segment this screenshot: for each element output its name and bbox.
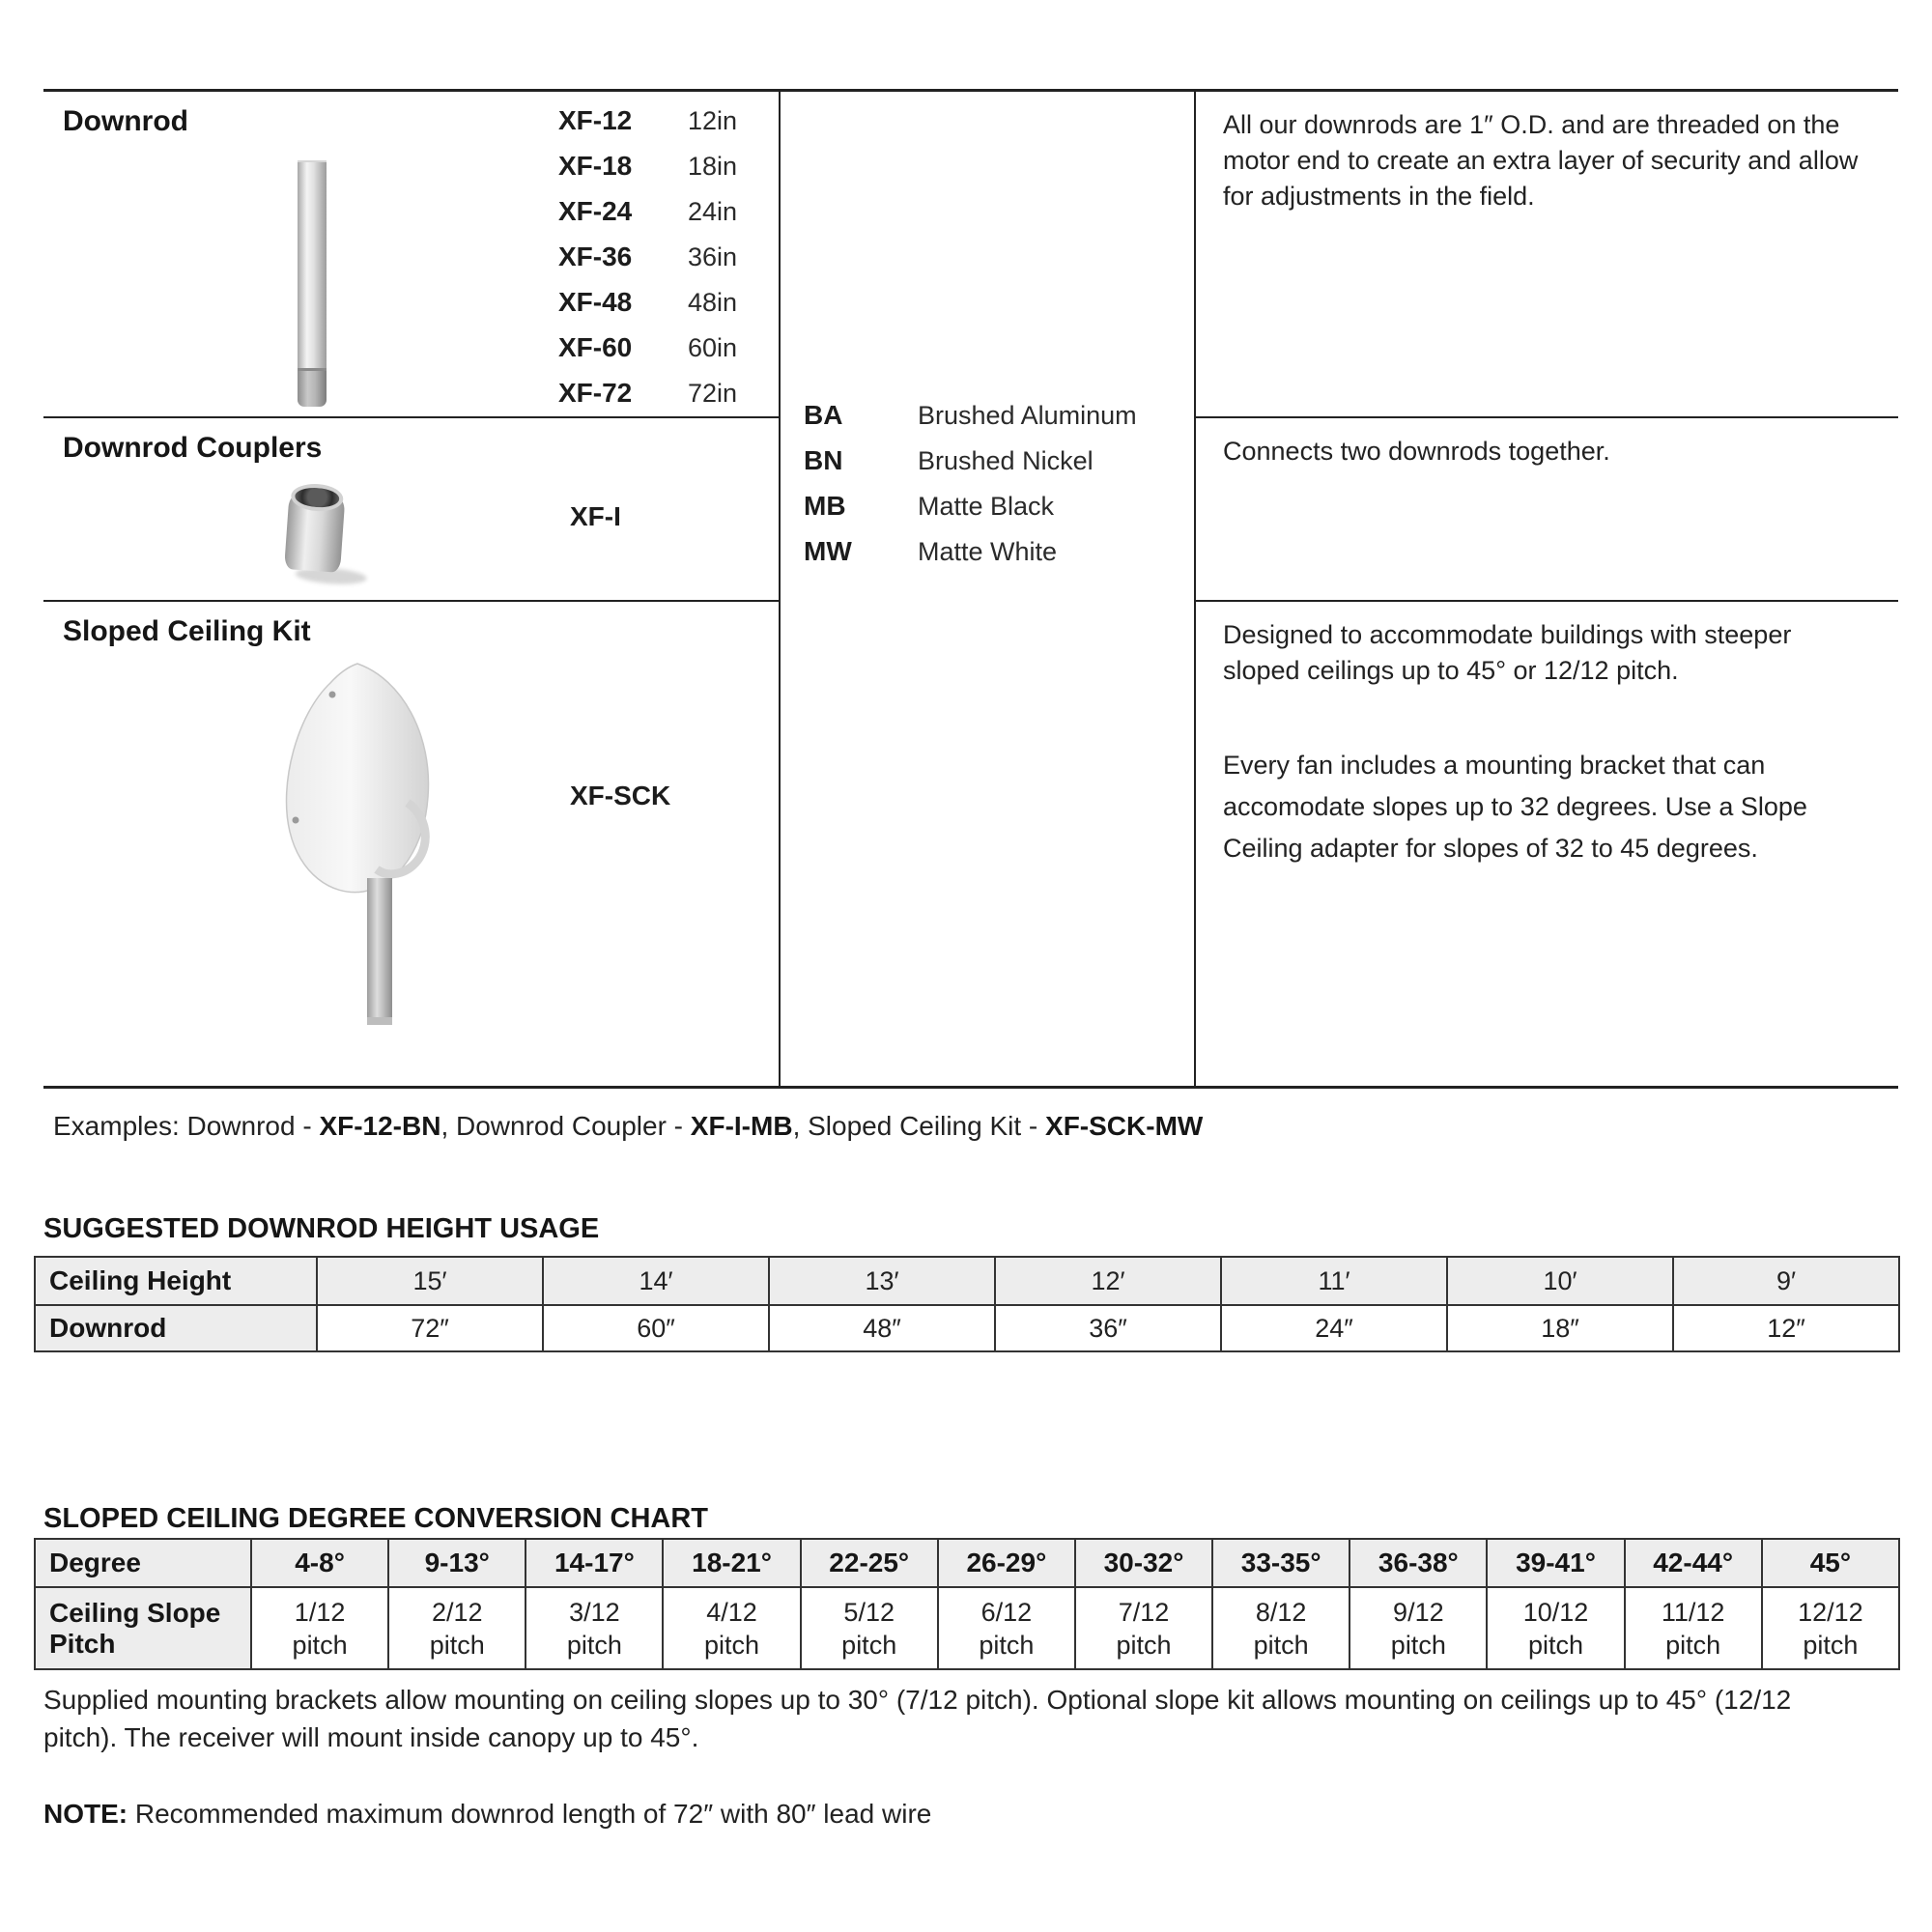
- downrod-model-list: [558, 104, 737, 410]
- note-text: Recommended maximum downrod length of 72″ with 80″ lead wire: [134, 1799, 932, 1829]
- header-cell: 9′: [1673, 1257, 1899, 1305]
- header-cell: Ceiling Height: [35, 1257, 317, 1305]
- pitch-fraction: 10/12: [1522, 1597, 1589, 1627]
- value-cell: 60″: [543, 1305, 769, 1351]
- pitch-cell: [801, 1587, 938, 1669]
- sloped-ceiling-kit-description-1: Designed to accommodate buildings with steeper sloped ceilings up to 45° or 12/12 pitch.: [1223, 620, 1792, 685]
- height-table-title: SUGGESTED DOWNROD HEIGHT USAGE: [43, 1213, 600, 1244]
- pitch-cell: [663, 1587, 800, 1669]
- pitch-word: pitch: [1253, 1630, 1309, 1660]
- pitch-cell: [1487, 1587, 1624, 1669]
- value-cell: 24″: [1221, 1305, 1447, 1351]
- degree-table-data-row: [35, 1587, 1899, 1669]
- pitch-cell: [251, 1587, 388, 1669]
- value-cell: 36″: [995, 1305, 1221, 1351]
- pitch-word: pitch: [292, 1630, 348, 1660]
- header-cell: 10′: [1447, 1257, 1673, 1305]
- header-cell: 14-17°: [526, 1539, 663, 1587]
- height-table-header-row: [35, 1257, 1899, 1305]
- model-code: XF-60: [558, 332, 633, 362]
- header-cell: Degree: [35, 1539, 251, 1587]
- pitch-cell: [1625, 1587, 1762, 1669]
- downrod-description: All our downrods are 1″ O.D. and are threaded on the motor end to create an extra layer of security and allow for adjustments in the field.: [1223, 110, 1859, 211]
- pitch-fraction: 5/12: [843, 1597, 895, 1627]
- pitch-fraction: 11/12: [1661, 1597, 1725, 1627]
- downrod-image-threaded-tip: [298, 368, 327, 407]
- header-cell: 15′: [317, 1257, 543, 1305]
- pitch-cell: [388, 1587, 526, 1669]
- pitch-fraction: 12/12: [1798, 1597, 1863, 1627]
- pitch-fraction: 6/12: [980, 1597, 1033, 1627]
- sloped-ceiling-kit-description-cell: [1196, 602, 1898, 1086]
- pitch-word: pitch: [566, 1630, 622, 1660]
- finish-code: BN: [804, 445, 843, 475]
- height-table: [34, 1256, 1900, 1352]
- header-cell: 26-29°: [938, 1539, 1075, 1587]
- pitch-fraction: 7/12: [1118, 1597, 1170, 1627]
- header-cell: 33-35°: [1212, 1539, 1350, 1587]
- pitch-fraction: 8/12: [1255, 1597, 1307, 1627]
- coupler-description: Connects two downrods together.: [1223, 437, 1610, 466]
- finish-name: Brushed Nickel: [918, 446, 1094, 475]
- header-cell: 42-44°: [1625, 1539, 1762, 1587]
- coupler-model-code: XF-I: [570, 501, 621, 531]
- header-cell: 36-38°: [1350, 1539, 1487, 1587]
- pitch-cell: [1762, 1587, 1899, 1669]
- sloped-ceiling-kit-section-title: Sloped Ceiling Kit: [63, 615, 311, 647]
- pitch-word: pitch: [841, 1630, 897, 1660]
- header-cell: 11′: [1221, 1257, 1447, 1305]
- downrod-image: [298, 160, 327, 407]
- pitch-fraction: 3/12: [569, 1597, 620, 1627]
- header-cell: 39-41°: [1487, 1539, 1624, 1587]
- sloped-ceiling-kit-image: [261, 658, 464, 1035]
- model-size: 48in: [688, 288, 738, 317]
- header-cell: 30-32°: [1075, 1539, 1212, 1587]
- ordering-examples-line: [53, 1111, 1203, 1142]
- model-size: 12in: [688, 106, 738, 135]
- model-code: XF-48: [558, 287, 633, 317]
- value-cell: 48″: [769, 1305, 995, 1351]
- pitch-word: pitch: [1527, 1630, 1583, 1660]
- examples-separator: , Sloped Ceiling Kit -: [792, 1111, 1046, 1141]
- product-spec-table: [43, 89, 1898, 1089]
- coupler-section-title: Downrod Couplers: [63, 432, 323, 464]
- model-size: 24in: [688, 197, 738, 226]
- degree-chart-title: SLOPED CEILING DEGREE CONVERSION CHART: [43, 1503, 709, 1534]
- row-label-cell: Downrod: [35, 1305, 317, 1351]
- model-size: 18in: [688, 152, 738, 181]
- model-code: XF-12: [558, 105, 633, 135]
- model-code: XF-36: [558, 242, 633, 271]
- downrod-description-cell: [1196, 92, 1898, 418]
- finish-list: [804, 399, 1137, 568]
- value-cell: 12″: [1673, 1305, 1899, 1351]
- pitch-cell: [1350, 1587, 1487, 1669]
- pitch-word: pitch: [979, 1630, 1035, 1660]
- header-cell: 13′: [769, 1257, 995, 1305]
- height-table-data-row: [35, 1305, 1899, 1351]
- pitch-word: pitch: [1116, 1630, 1172, 1660]
- header-cell: 9-13°: [388, 1539, 526, 1587]
- coupler-description-cell: [1196, 418, 1898, 602]
- examples-prefix: Examples: Downrod -: [53, 1111, 320, 1141]
- downrod-section: [43, 92, 779, 418]
- finish-code: MB: [804, 491, 846, 521]
- degree-table-header-row: [35, 1539, 1899, 1587]
- finish-name: Brushed Aluminum: [918, 401, 1137, 430]
- downrod-length-note: [43, 1799, 931, 1830]
- example-code-sck: XF-SCK-MW: [1045, 1111, 1204, 1141]
- model-size: 36in: [688, 242, 738, 271]
- header-cell: 4-8°: [251, 1539, 388, 1587]
- finish-code: BA: [804, 400, 843, 430]
- pitch-word: pitch: [1803, 1630, 1859, 1660]
- example-code-coupler: XF-I-MB: [690, 1111, 793, 1141]
- pitch-word: pitch: [1665, 1630, 1721, 1660]
- pitch-fraction: 2/12: [431, 1597, 483, 1627]
- header-cell: 18-21°: [663, 1539, 800, 1587]
- model-code: XF-24: [558, 196, 633, 226]
- finish-name: Matte White: [918, 537, 1058, 566]
- sloped-ceiling-kit-section: [43, 602, 779, 1086]
- note-label: NOTE:: [43, 1799, 128, 1829]
- coupler-image: [284, 482, 346, 577]
- downrod-image-body: [298, 160, 327, 368]
- degree-conversion-table: [34, 1538, 1900, 1670]
- pitch-word: pitch: [429, 1630, 485, 1660]
- finish-name: Matte Black: [918, 492, 1055, 521]
- finishes-column: [781, 92, 1196, 1086]
- pitch-cell: [526, 1587, 663, 1669]
- header-cell: 14′: [543, 1257, 769, 1305]
- sloped-ceiling-kit-description-2: Every fan includes a mounting bracket that can accomodate slopes up to 32 degrees. Use a Slope Ceiling adapter for slopes of 32 to 45 degrees.: [1223, 751, 1807, 863]
- pitch-cell: [1212, 1587, 1350, 1669]
- pitch-cell: [938, 1587, 1075, 1669]
- value-cell: 72″: [317, 1305, 543, 1351]
- value-cell: 18″: [1447, 1305, 1673, 1351]
- pitch-cell: [1075, 1587, 1212, 1669]
- products-column: [43, 92, 781, 1086]
- examples-separator: , Downrod Coupler -: [440, 1111, 691, 1141]
- row-label-cell: Ceiling Slope Pitch: [35, 1587, 251, 1669]
- descriptions-column: [1196, 92, 1898, 1086]
- header-cell: 22-25°: [801, 1539, 938, 1587]
- model-code: XF-72: [558, 378, 633, 408]
- pitch-fraction: 4/12: [706, 1597, 757, 1627]
- header-cell: 12′: [995, 1257, 1221, 1305]
- model-size: 60in: [688, 333, 738, 362]
- downrod-section-title: Downrod: [63, 105, 188, 137]
- sloped-ceiling-kit-model-code: XF-SCK: [570, 781, 671, 810]
- example-code-downrod: XF-12-BN: [319, 1111, 441, 1141]
- model-size: 72in: [688, 379, 738, 408]
- pitch-fraction: 9/12: [1393, 1597, 1444, 1627]
- pitch-word: pitch: [704, 1630, 760, 1660]
- finish-code: MW: [804, 536, 852, 566]
- pitch-fraction: 1/12: [294, 1597, 346, 1627]
- header-cell: 45°: [1762, 1539, 1899, 1587]
- model-code: XF-18: [558, 151, 633, 181]
- mounting-bracket-footnote: Supplied mounting brackets allow mounting on ceiling slopes up to 30° (7/12 pitch). Optional slope kit allows mounting on ceilings up to 45° (12/12 pitch). The receiver will mount inside canopy up to 45°.: [43, 1685, 1792, 1752]
- pitch-word: pitch: [1390, 1630, 1446, 1660]
- coupler-section: [43, 418, 779, 602]
